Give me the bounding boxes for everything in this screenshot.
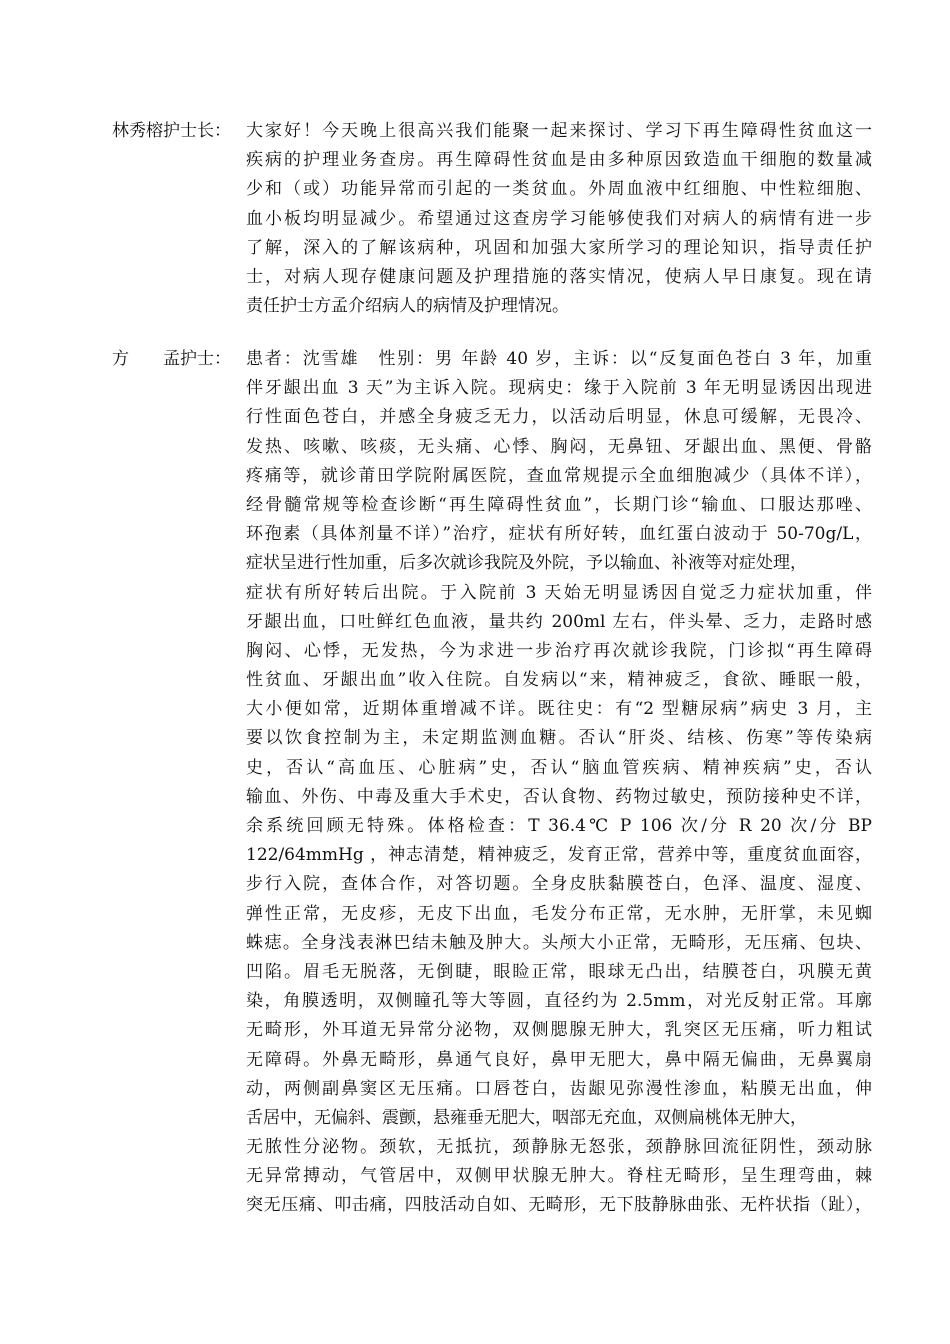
text-line: 责任护士方孟介绍病人的病情及护理情况。: [246, 296, 569, 317]
speech-text: [246, 117, 872, 321]
text-line: 余系统回顾无特殊。体格检查：T 36.4℃ P 106 次/分 R 20 次/分 BP: [246, 816, 872, 836]
text-line: 无畸形，外耳道无异常分泌物，双侧腮腺无肿大，乳突区无压痛，听力粗试: [246, 1020, 872, 1041]
text-line: 伴牙龈出血 3 天”为主诉入院。现病史：缘于入院前 3 年无明显诱因出现进: [246, 378, 872, 399]
text-line: 性贫血、牙龈出血”收入住院。自发病以“来，精神疲乏，食欲、睡眠一般，: [246, 670, 872, 691]
dialogue-entry-head-nurse: [112, 117, 872, 321]
text-line: 了解，深入的了解该病种，巩固和加强大家所学习的理论知识，指导责任护: [246, 237, 872, 258]
dialogue-entry-nurse-fang: [112, 345, 872, 1221]
text-line: 士，对病人现存健康问题及护理措施的落实情况，使病人早日康复。现在请: [246, 266, 872, 287]
text-line: 弹性正常，无皮疹，无皮下出血，毛发分布正常，无水肿，无肝掌，未见蜘: [246, 903, 872, 924]
text-line: 患者：沈雪雄 性别：男 年龄 40 岁，主诉：以“反复面色苍白 3 年，加重: [246, 349, 872, 369]
text-line: 症状有所好转后出院。于入院前 3 天始无明显诱因自觉乏力症状加重，伴: [246, 582, 872, 603]
text-line: 122/64mmHg ，神志清楚，精神疲乏，发育正常，营养中等，重度贫血面容，: [246, 845, 872, 866]
text-line: 少和（或）功能异常而引起的一类贫血。外周血液中红细胞、中性粒细胞、: [246, 179, 872, 200]
text-line: 动，两侧副鼻窦区无压痛。口唇苍白，齿龈见弥漫性渗血，粘膜无出血，伸: [246, 1078, 872, 1099]
text-line: 牙龈出血，口吐鲜红色血液，量共约 200ml 左右，伴头晕、乏力，走路时感: [246, 611, 872, 632]
text-line: 步行入院，查体合作，对答切题。全身皮肤黏膜苍白，色泽、温度、湿度、: [246, 874, 872, 895]
text-line: 疼痛等，就诊莆田学院附属医院，查血常规提示全血细胞减少（具体不详），: [246, 465, 872, 486]
text-line: 血小板均明显减少。希望通过这查房学习能够使我们对病人的病情有进一步: [246, 208, 872, 229]
text-line: 发热、咳嗽、咳痰，无头痛、心悸、胸闷，无鼻钮、牙龈出血、黑便、骨骼: [246, 436, 872, 457]
text-line: 无障碍。外鼻无畸形，鼻通气良好，鼻甲无肥大，鼻中隔无偏曲，无鼻翼扇: [246, 1049, 872, 1070]
text-line: 大家好！今天晚上很高兴我们能聚一起来探讨、学习下再生障碍性贫血这一: [246, 121, 872, 141]
text-line: 疾病的护理业务查房。再生障碍性贫血是由多种原因致造血干细胞的数量减: [246, 150, 872, 171]
text-line: 染，角膜透明，双侧瞳孔等大等圆，直径约为 2.5mm，对光反射正常。耳廓: [246, 991, 872, 1012]
text-line: 行性面色苍白，并感全身疲乏无力，以活动后明显，休息可缓解，无畏冷、: [246, 407, 872, 428]
text-line: 无脓性分泌物。颈软，无抵抗，颈静脉无怒张，颈静脉回流征阴性，颈动脉: [246, 1137, 872, 1158]
text-line: 舌居中，无偏斜、震颤，悬雍垂无肥大，咽部无充血，双侧扁桃体无肿大，: [246, 1107, 807, 1128]
text-line: 无异常搏动，气管居中，双侧甲状腺无肿大。脊柱无畸形，呈生理弯曲，棘: [246, 1166, 872, 1187]
speaker-label: 林秀榕护士长：: [112, 121, 231, 141]
text-line: 输血、外伤、中毒及重大手术史，否认食物、药物过敏史，预防接种史不详，: [246, 786, 872, 807]
speaker-label: 方 孟护士：: [112, 349, 231, 369]
text-line: 环孢素（具体剂量不详）”治疗，症状有所好转，血红蛋白波动于 50-70g/L，: [246, 524, 872, 545]
text-line: 突无压痛、叩击痛，四肢活动自如、无畸形，无下肢静脉曲张、无杵状指（趾），: [246, 1195, 872, 1216]
text-line: 经骨髓常规等检查诊断“再生障碍性贫血”，长期门诊“输血、口服达那唑、: [246, 494, 872, 515]
speech-text: [246, 345, 872, 1221]
text-line: 要以饮食控制为主，未定期监测血糖。否认“肝炎、结核、伤寒”等传染病: [246, 728, 872, 749]
text-line: 凹陷。眉毛无脱落，无倒睫，眼睑正常，眼球无凸出，结膜苍白，巩膜无黄: [246, 961, 872, 982]
text-line: 症状呈进行性加重，后多次就诊我院及外院，予以输血、补液等对症处理，: [246, 553, 807, 574]
text-line: 蛛痣。全身浅表淋巴结未触及肿大。头颅大小正常，无畸形，无压痛、包块、: [246, 932, 872, 953]
text-line: 史，否认“高血压、心脏病”史，否认“脑血管疾病、精神疾病”史，否认: [246, 757, 872, 778]
text-line: 胸闷、心悸，无发热，今为求进一步治疗再次就诊我院，门诊拟“再生障碍: [246, 640, 872, 661]
text-line: 大小便如常，近期体重增减不详。既往史：有“2 型糖尿病”病史 3 月，主: [246, 699, 872, 720]
